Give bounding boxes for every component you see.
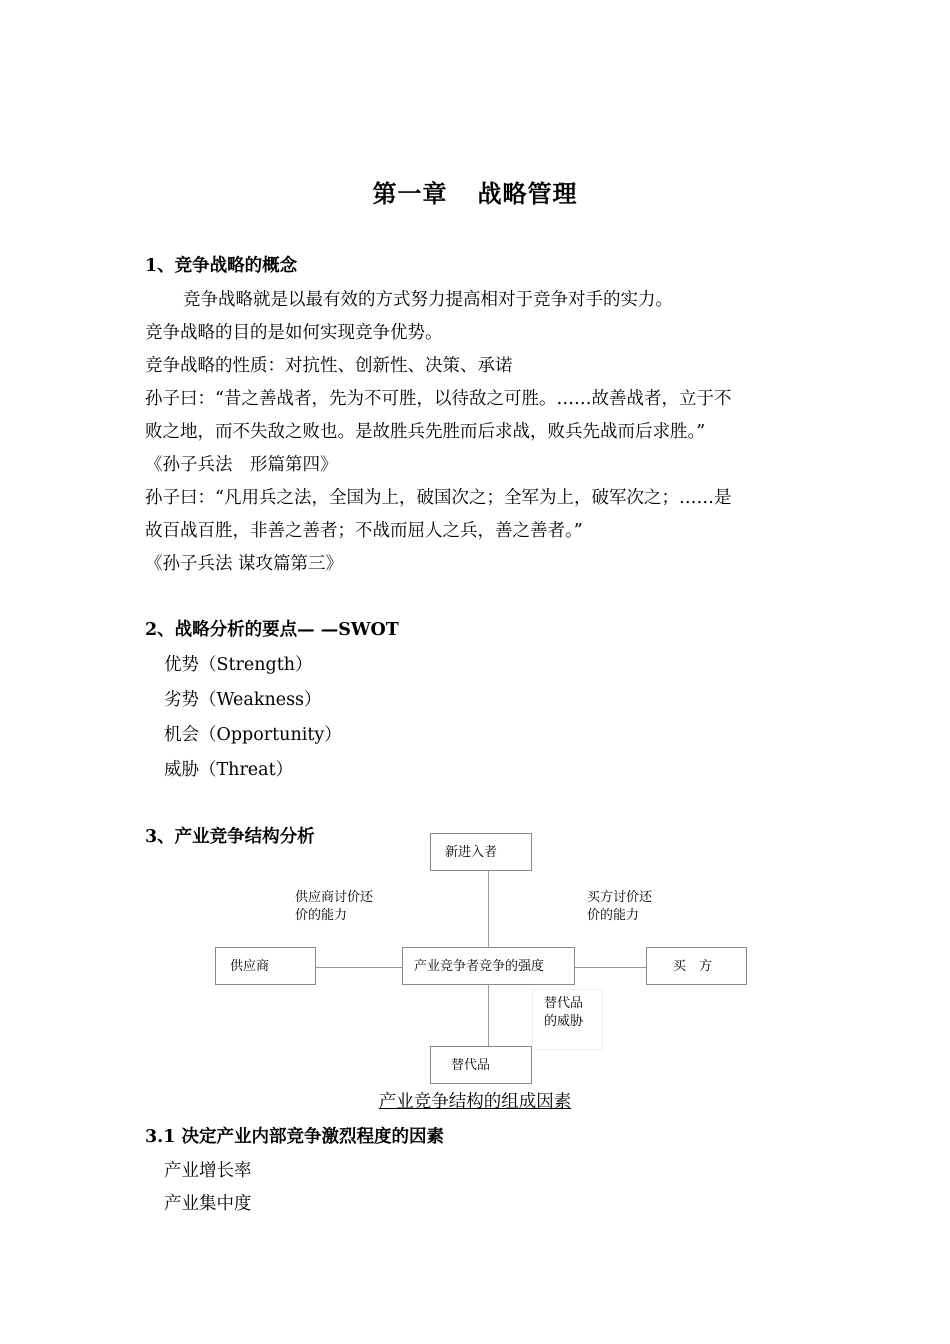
paragraph-line: 孙子曰：“昔之善战者，先为不可胜，以待敌之可胜。……故善战者，立于不 (145, 389, 732, 409)
supplier-power-line: 供应商讨价还 (295, 890, 374, 905)
citation: 《孙子兵法 形篇第四》 (145, 455, 338, 475)
buyer-power-line: 价的能力 (587, 908, 640, 923)
paragraph-line: 孙子曰：“凡用兵之法，全国为上，破国次之；全军为上，破军次之；……是 (145, 488, 732, 508)
buyers-box: 买 方 (646, 947, 747, 985)
supplier-power-label (295, 889, 373, 925)
swot-item: 机会（Opportunity） (164, 725, 342, 745)
section-3-heading: 3、产业竞争结构分析 (145, 827, 315, 847)
section-3-1-heading: 3.1 决定产业内部竞争激烈程度的因素 (145, 1127, 445, 1147)
supplier-power-line: 价的能力 (295, 908, 348, 923)
chapter-name: 战略管理 (477, 179, 578, 208)
substitute-threat-line: 替代品 (544, 996, 584, 1011)
diagram-caption (0, 1088, 950, 1113)
right-connector (575, 967, 646, 968)
substitute-threat-label (532, 989, 603, 1050)
substitutes-box: 替代品 (430, 1046, 532, 1084)
swot-item: 威胁（Threat） (164, 760, 294, 780)
swot-item: 优势（Strength） (164, 655, 313, 675)
rivalry-box: 产业竞争者竞争的强度 (402, 947, 575, 985)
paragraph-line: 竞争战略的性质：对抗性、创新性、决策、承诺 (145, 356, 513, 376)
substitute-threat-line: 的威胁 (544, 1014, 584, 1029)
section-2-heading: 2、战略分析的要点— —SWOT (145, 620, 399, 640)
paragraph-line: 败之地，而不失敌之败也。是故胜兵先胜而后求战，败兵先战而后求胜。” (145, 422, 706, 442)
buyer-power-label (587, 889, 652, 925)
left-connector (316, 967, 402, 968)
paragraph-line: 竞争战略就是以最有效的方式努力提高相对于竞争对手的实力。 (183, 290, 673, 310)
section-1-heading: 1、竞争战略的概念 (145, 256, 298, 276)
swot-item: 劣势（Weakness） (164, 690, 322, 710)
factor-item: 产业集中度 (164, 1194, 252, 1214)
diagram-caption-text: 产业竞争结构的组成因素 (378, 1092, 572, 1112)
paragraph-line: 故百战百胜，非善之善者；不战而屈人之兵，善之善者。” (145, 521, 583, 541)
citation: 《孙子兵法 谋攻篇第三》 (145, 554, 344, 574)
chapter-title (0, 174, 950, 209)
paragraph-line: 竞争战略的目的是如何实现竞争优势。 (145, 323, 443, 343)
factor-item: 产业增长率 (164, 1161, 252, 1181)
buyer-power-line: 买方讨价还 (587, 890, 653, 905)
chapter-number: 第一章 (372, 179, 448, 208)
new-entrants-box: 新进入者 (430, 833, 532, 871)
suppliers-box: 供应商 (215, 947, 316, 985)
